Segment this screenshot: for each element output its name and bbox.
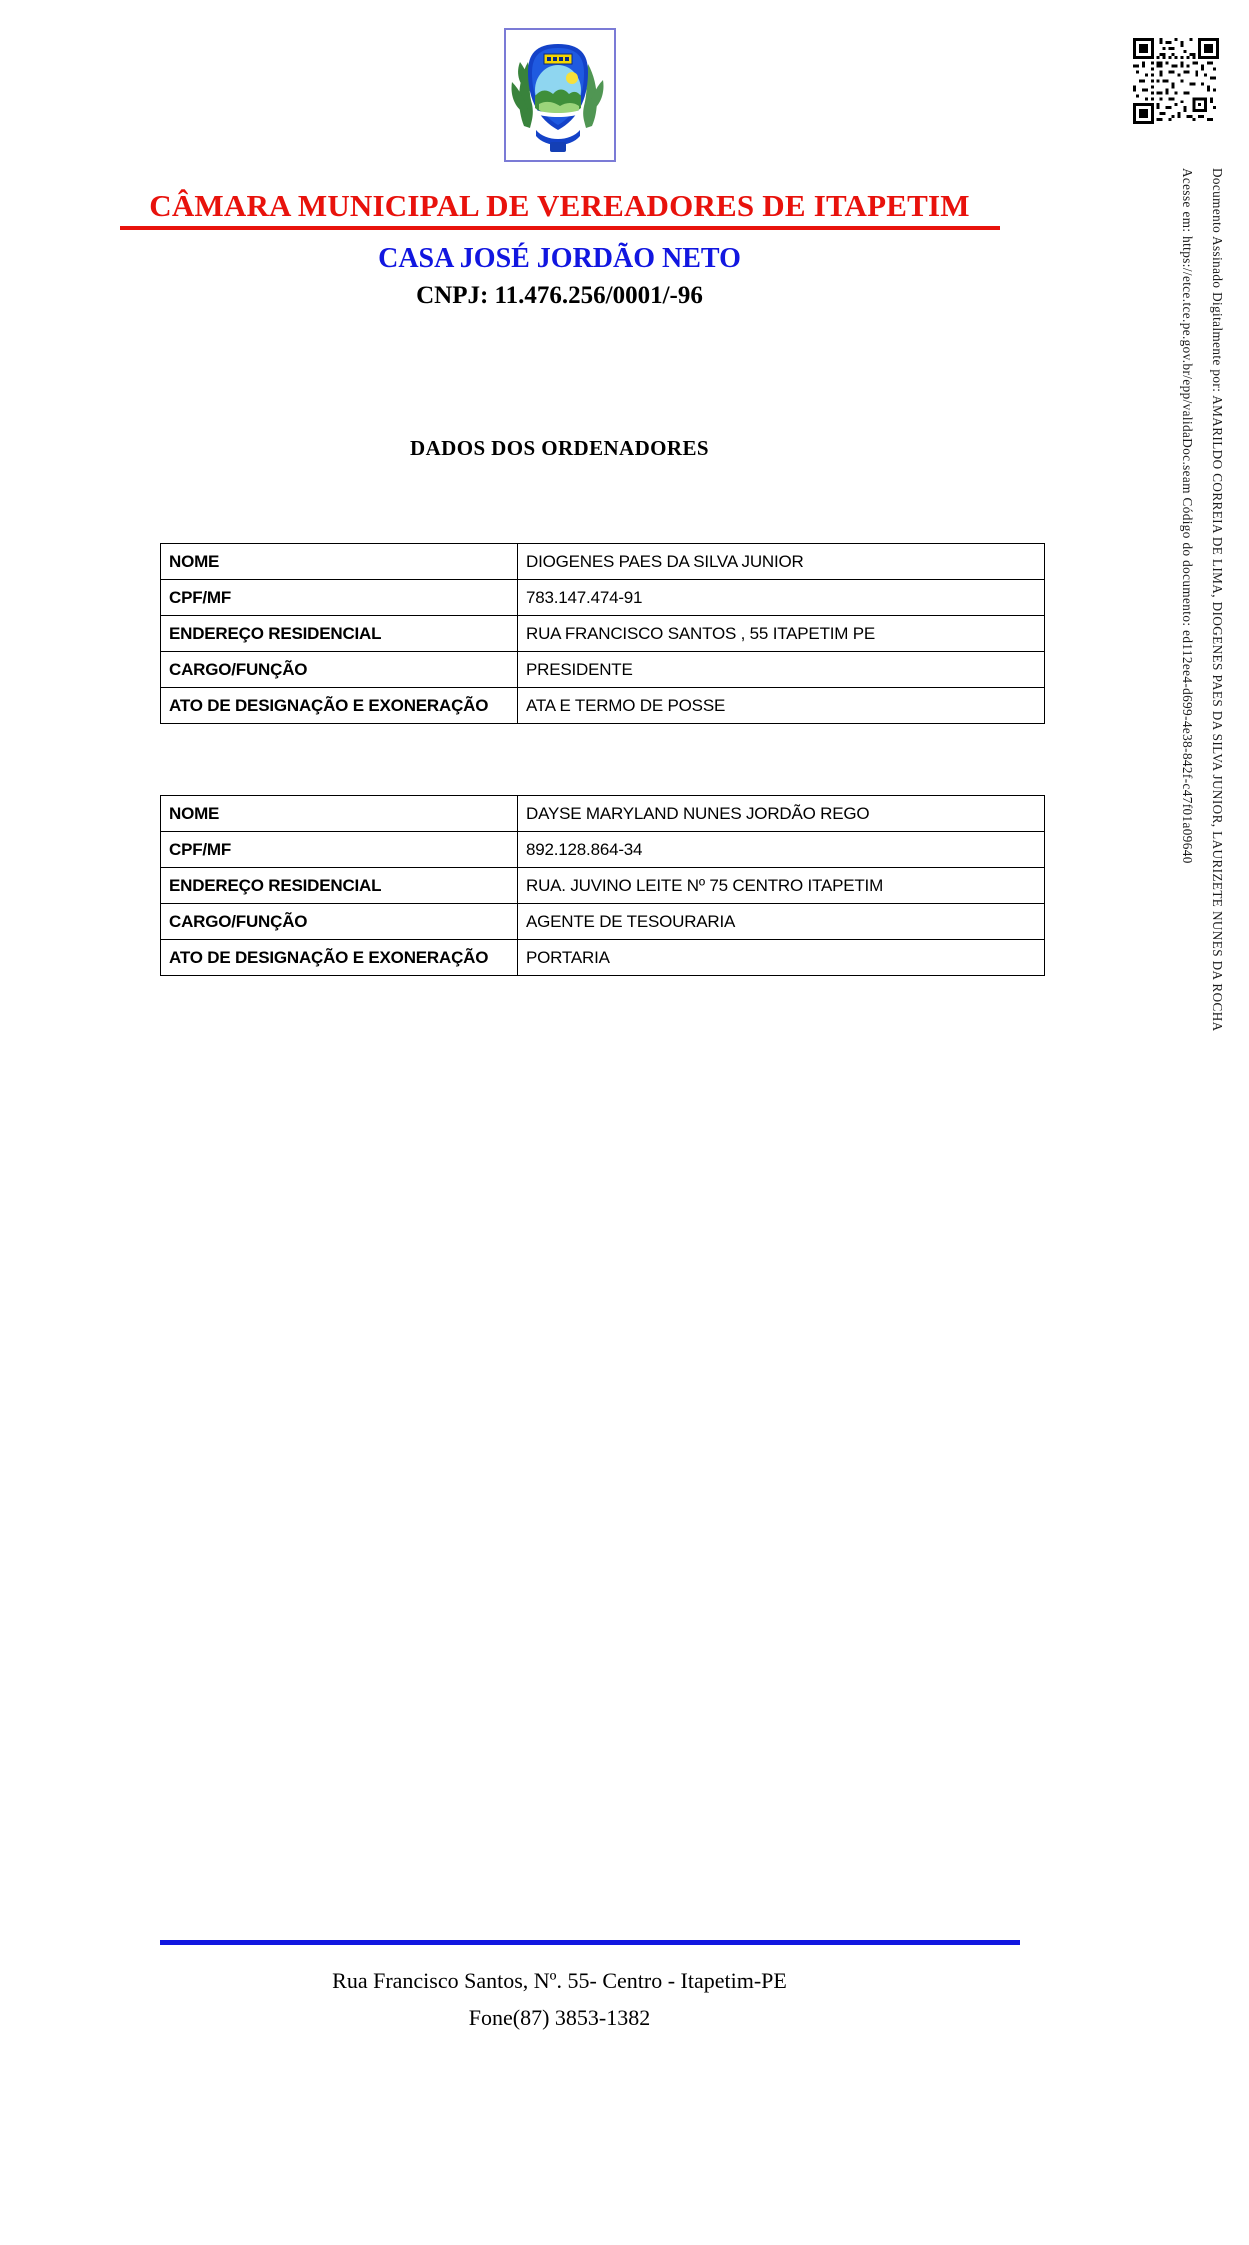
table-row (161, 616, 1045, 652)
row-label: CPF/MF (161, 832, 518, 868)
table-row (161, 832, 1045, 868)
page-title-main-text: CÂMARA MUNICIPAL DE VEREADORES DE ITAPETIM (149, 188, 970, 223)
table-row (161, 904, 1045, 940)
table-row (161, 868, 1045, 904)
row-value: RUA. JUVINO LEITE Nº 75 CENTRO ITAPETIM (518, 868, 1045, 904)
row-label: CPF/MF (161, 580, 518, 616)
row-value: AGENTE DE TESOURARIA (518, 904, 1045, 940)
ordenador-table-1 (160, 543, 1045, 724)
digital-signature-strip (1119, 0, 1249, 2245)
coat-of-arms-icon (504, 28, 616, 162)
table-row (161, 688, 1045, 724)
row-label: ENDEREÇO RESIDENCIAL (161, 868, 518, 904)
row-label: ATO DE DESIGNAÇÃO E EXONERAÇÃO (161, 940, 518, 976)
section-title: DADOS DOS ORDENADORES (410, 436, 709, 460)
page-title-sub: CASA JOSÉ JORDÃO NETO (378, 243, 741, 274)
ordenador-table-2 (160, 795, 1045, 976)
row-value: DIOGENES PAES DA SILVA JUNIOR (518, 544, 1045, 580)
validation-url-text: Acesse em: https://etce.tce.pe.gov.br/epp/validaDoc.seam Código do documento: ed112ee4-d699-4e38-842f-c47f01a09640 (1180, 168, 1196, 864)
table-row (161, 580, 1045, 616)
ordenador-table-2-body (161, 796, 1045, 976)
row-value: 783.147.474-91 (518, 580, 1045, 616)
table-row (161, 796, 1045, 832)
table-row (161, 652, 1045, 688)
table-row (161, 940, 1045, 976)
row-label: ATO DE DESIGNAÇÃO E EXONERAÇÃO (161, 688, 518, 724)
footer-phone: Fone(87) 3853-1382 (468, 2005, 651, 2030)
title-underline (120, 226, 1000, 230)
row-value: ATA E TERMO DE POSSE (518, 688, 1045, 724)
row-label: NOME (161, 796, 518, 832)
cnpj-line: CNPJ: 11.476.256/0001/-96 (416, 282, 703, 309)
row-value: PORTARIA (518, 940, 1045, 976)
qr-code (1133, 38, 1219, 124)
table-row (161, 544, 1045, 580)
page-title-main (0, 188, 1119, 230)
signature-text: Documento Assinado Digitalmente por: AMARILDO CORREIA DE LIMA, DIOGENES PAES DA SILVA JUNIOR, LAURIZETE NUNES DA ROCHA (1210, 168, 1226, 1032)
row-value: RUA FRANCISCO SANTOS , 55 ITAPETIM PE (518, 616, 1045, 652)
row-label: ENDEREÇO RESIDENCIAL (161, 616, 518, 652)
row-value: 892.128.864-34 (518, 832, 1045, 868)
crest-container (0, 28, 1119, 162)
row-label: CARGO/FUNÇÃO (161, 904, 518, 940)
row-value: PRESIDENTE (518, 652, 1045, 688)
row-value: DAYSE MARYLAND NUNES JORDÃO REGO (518, 796, 1045, 832)
ordenador-table-1-body (161, 544, 1045, 724)
row-label: CARGO/FUNÇÃO (161, 652, 518, 688)
footer-divider (160, 1940, 1020, 1945)
row-label: NOME (161, 544, 518, 580)
footer-address: Rua Francisco Santos, Nº. 55- Centro - Itapetim-PE (332, 1968, 787, 1993)
